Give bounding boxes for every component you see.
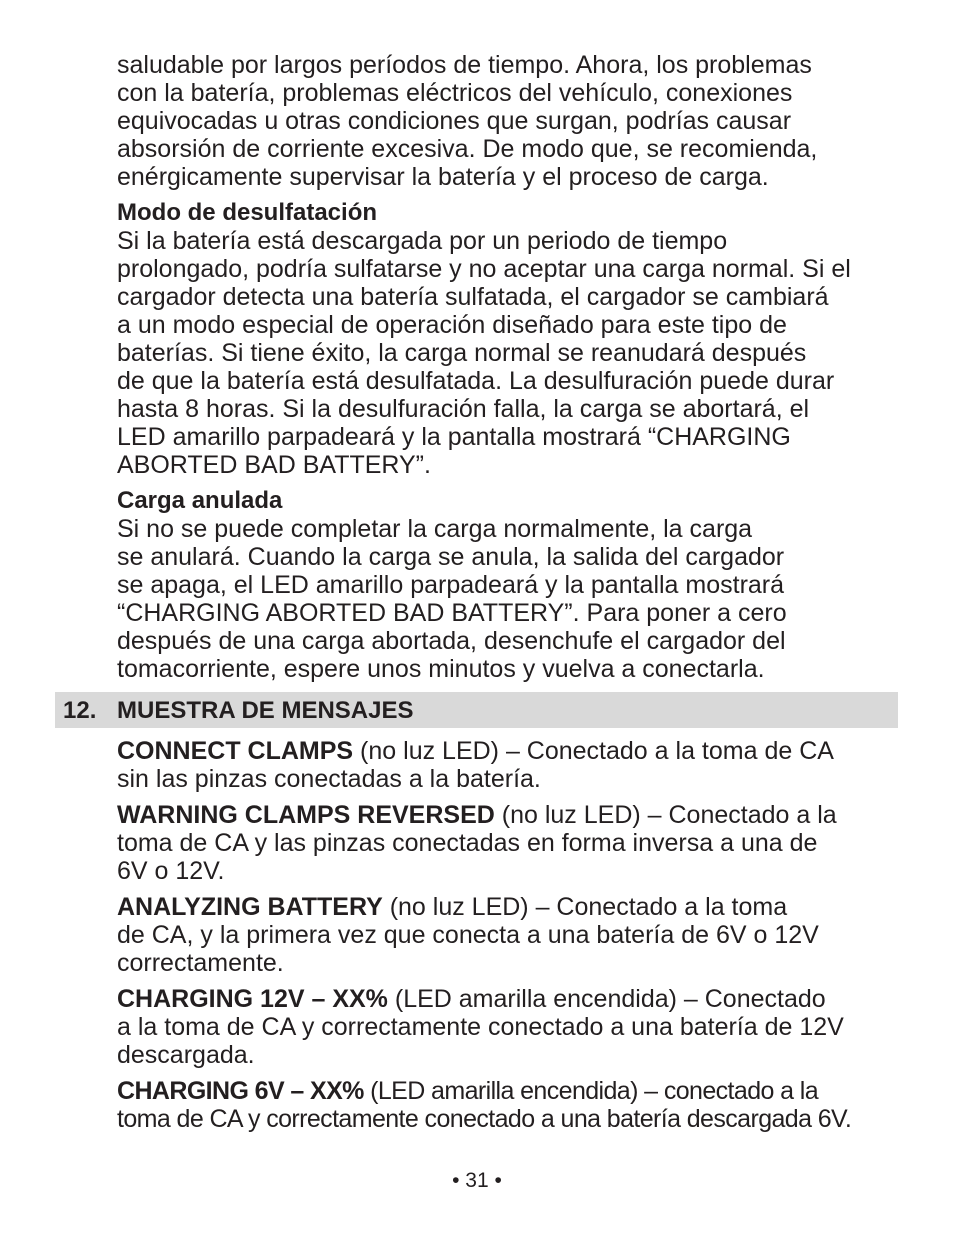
aborted-section bbox=[117, 487, 907, 683]
message-item bbox=[117, 801, 907, 885]
text-line: ABORTED BAD BATTERY”. bbox=[117, 451, 431, 479]
text-line: 6V o 12V. bbox=[117, 857, 225, 885]
text-line: correctamente. bbox=[117, 949, 284, 977]
text-line: cargador detecta una batería sulfatada, el cargador se cambiará bbox=[117, 283, 829, 311]
text-line: Si la batería está descargada por un periodo de tiempo bbox=[117, 227, 728, 255]
section-number: 12. bbox=[63, 697, 97, 724]
message-description: (LED amarilla encendida) – Conectado bbox=[387, 985, 826, 1013]
message-item bbox=[117, 737, 907, 793]
intro-paragraph bbox=[117, 51, 907, 191]
text-line: “CHARGING ABORTED BAD BATTERY”. Para poner a cero bbox=[117, 599, 787, 627]
text-line: tomacorriente, espere unos minutos y vuelva a conectarla. bbox=[117, 655, 765, 683]
text-line: toma de CA y las pinzas conectadas en forma inversa a una de bbox=[117, 829, 818, 857]
text-line: a un modo especial de operación diseñado para este tipo de bbox=[117, 311, 787, 339]
message-code: CONNECT CLAMPS bbox=[117, 737, 354, 765]
text-line: hasta 8 horas. Si la desulfuración falla, la carga se abortará, el bbox=[117, 395, 810, 423]
message-first-line bbox=[117, 737, 907, 765]
message-code: CHARGING 12V – XX% bbox=[117, 985, 388, 1013]
message-item bbox=[117, 893, 907, 977]
message-first-line bbox=[117, 985, 907, 1013]
desulfation-section bbox=[117, 199, 907, 479]
text-line: baterías. Si tiene éxito, la carga normal se reanudará después bbox=[117, 339, 807, 367]
text-line: Si no se puede completar la carga normalmente, la carga bbox=[117, 515, 753, 543]
page-number: • 31 • bbox=[452, 1169, 502, 1192]
text-line: de CA, y la primera vez que conecta a una batería de 6V o 12V bbox=[117, 921, 819, 949]
message-description: (no luz LED) – Conectado a la toma de CA bbox=[353, 737, 834, 765]
text-line: se apaga, el LED amarillo parpadeará y la pantalla mostrará bbox=[117, 571, 785, 599]
text-line: sin las pinzas conectadas a la batería. bbox=[117, 765, 541, 793]
body-text bbox=[117, 51, 907, 691]
text-line: prolongado, podría sulfatarse y no aceptar una carga normal. Si el bbox=[117, 255, 851, 283]
message-item bbox=[117, 985, 907, 1069]
message-description: (no luz LED) – Conectado a la bbox=[494, 801, 837, 829]
message-first-line bbox=[117, 893, 907, 921]
text-line: después de una carga abortada, desenchufe el cargador del bbox=[117, 627, 786, 655]
text-line: saludable por largos períodos de tiempo. Ahora, los problemas bbox=[117, 51, 812, 79]
message-first-line bbox=[117, 1077, 907, 1105]
message-code: CHARGING 6V – XX% bbox=[117, 1077, 364, 1105]
message-code: WARNING CLAMPS REVERSED bbox=[117, 801, 495, 829]
aborted-heading: Carga anulada bbox=[117, 487, 283, 514]
message-first-line bbox=[117, 801, 907, 829]
text-line: se anulará. Cuando la carga se anula, la salida del cargador bbox=[117, 543, 785, 571]
messages-list bbox=[117, 737, 907, 1141]
text-line: absorsión de corriente excesiva. De modo que, se recomienda, bbox=[117, 135, 818, 163]
text-line: descargada. bbox=[117, 1041, 255, 1069]
text-line: de que la batería está desulfatada. La desulfuración puede durar bbox=[117, 367, 835, 395]
message-description: (no luz LED) – Conectado a la toma bbox=[382, 893, 788, 921]
text-line: a la toma de CA y correctamente conectado a una batería de 12V bbox=[117, 1013, 844, 1041]
text-line: enérgicamente supervisar la batería y el proceso de carga. bbox=[117, 163, 769, 191]
text-line: toma de CA y correctamente conectado a una batería descargada 6V. bbox=[117, 1105, 852, 1133]
message-item bbox=[117, 1077, 907, 1133]
section-header-bar bbox=[55, 692, 898, 728]
message-description: (LED amarilla encendida) – conectado a la bbox=[363, 1077, 819, 1105]
text-line: equivocadas u otras condiciones que surgan, podrías causar bbox=[117, 107, 792, 135]
desulfation-heading: Modo de desulfatación bbox=[117, 199, 378, 226]
message-code: ANALYZING BATTERY bbox=[117, 893, 383, 921]
text-line: con la batería, problemas eléctricos del vehículo, conexiones bbox=[117, 79, 793, 107]
text-line: LED amarillo parpadeará y la pantalla mostrará “CHARGING bbox=[117, 423, 791, 451]
section-title: MUESTRA DE MENSAJES bbox=[117, 697, 414, 724]
